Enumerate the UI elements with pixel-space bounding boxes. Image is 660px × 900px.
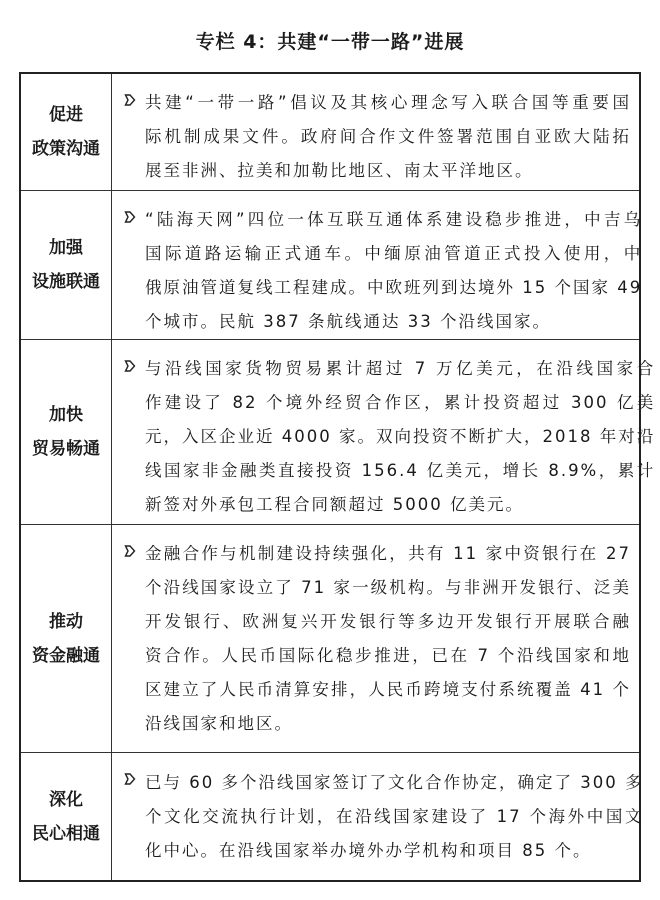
description-line: 个沿线国家设立了 71 家一级机构。与非洲开发银行、泛美 bbox=[145, 578, 631, 597]
category-label-line: 资金融通 bbox=[32, 645, 100, 666]
description-line: 共建“一带一路”倡议及其核心理念写入联合国等重要国 bbox=[145, 93, 631, 112]
row-description bbox=[112, 525, 639, 752]
category-label-line: 加快 bbox=[49, 405, 83, 425]
description-line: 已与 60 多个沿线国家签订了文化合作协定，确定了 300 多 bbox=[145, 773, 644, 792]
category-label-line: 加强 bbox=[49, 238, 83, 258]
arrow-bullet-icon bbox=[124, 772, 136, 786]
category-label-line: 民心相通 bbox=[32, 823, 100, 844]
description-line: 国际道路运输正式通车。中缅原油管道正式投入使用，中 bbox=[145, 244, 643, 263]
description-line: 沿线国家和地区。 bbox=[145, 714, 293, 733]
arrow-bullet-icon bbox=[124, 93, 136, 107]
description-line: 作建设了 82 个境外经贸合作区，累计投资超过 300 亿美 bbox=[145, 393, 656, 412]
description-line: 新签对外承包工程合同额超过 5000 亿美元。 bbox=[145, 495, 524, 514]
category-label-line: 设施联通 bbox=[32, 272, 100, 292]
progress-table bbox=[19, 72, 656, 882]
table-row bbox=[21, 524, 639, 752]
row-description bbox=[112, 753, 651, 880]
row-description bbox=[112, 340, 660, 524]
row-category bbox=[21, 74, 112, 190]
description-line: 个文化交流执行计划，在沿线国家建设了 17 个海外中国文 bbox=[145, 807, 644, 826]
description-line: 化中心。在沿线国家举办境外办学机构和项目 85 个。 bbox=[145, 841, 592, 860]
description-line: “陆海天网”四位一体互联互通体系建设稳步推进，中吉乌 bbox=[145, 210, 643, 229]
arrow-bullet-icon bbox=[124, 210, 136, 224]
description-line: 俄原油管道复线工程建成。中欧班列到达境外 15 个国家 49 bbox=[145, 278, 643, 297]
category-label-line: 政策沟通 bbox=[32, 139, 100, 159]
arrow-bullet-icon bbox=[124, 359, 136, 373]
description-line: 个城市。民航 387 条航线通达 33 个沿线国家。 bbox=[145, 312, 551, 331]
description-line: 开发银行、欧洲复兴开发银行等多边开发银行开展联合融 bbox=[145, 612, 631, 631]
description-line: 元，入区企业近 4000 家。双向投资不断扩大，2018 年对沿 bbox=[145, 427, 656, 446]
description-line: 展至非洲、拉美和加勒比地区、南太平洋地区。 bbox=[145, 161, 534, 180]
row-description bbox=[112, 74, 639, 190]
table-row bbox=[21, 339, 656, 524]
row-category bbox=[21, 525, 112, 752]
category-label-line: 贸易畅通 bbox=[32, 439, 100, 459]
description-line: 际机制成果文件。政府间合作文件签署范围自亚欧大陆拓 bbox=[145, 127, 631, 146]
category-label-line: 推动 bbox=[49, 611, 83, 632]
category-label-line: 深化 bbox=[49, 789, 83, 810]
row-category bbox=[21, 753, 112, 880]
description-line: 线国家非金融类直接投资 156.4 亿美元，增长 8.9%，累计 bbox=[145, 461, 656, 480]
arrow-bullet-icon bbox=[124, 544, 136, 558]
box-title: 专栏 4：共建“一带一路”进展 bbox=[195, 31, 465, 53]
description-line: 与沿线国家货物贸易累计超过 7 万亿美元，在沿线国家合 bbox=[145, 359, 656, 378]
description-line: 区建立了人民币清算安排，人民币跨境支付系统覆盖 41 个 bbox=[145, 680, 631, 699]
table-row bbox=[21, 74, 639, 190]
description-line: 资合作。人民币国际化稳步推进，已在 7 个沿线国家和地 bbox=[145, 646, 631, 665]
category-label-line: 促进 bbox=[49, 105, 83, 125]
table-row bbox=[21, 752, 644, 880]
row-category bbox=[21, 340, 112, 524]
row-description bbox=[112, 191, 650, 339]
description-line: 金融合作与机制建设持续强化，共有 11 家中资银行在 27 bbox=[145, 544, 631, 563]
row-category bbox=[21, 191, 112, 339]
table-row bbox=[21, 190, 643, 339]
